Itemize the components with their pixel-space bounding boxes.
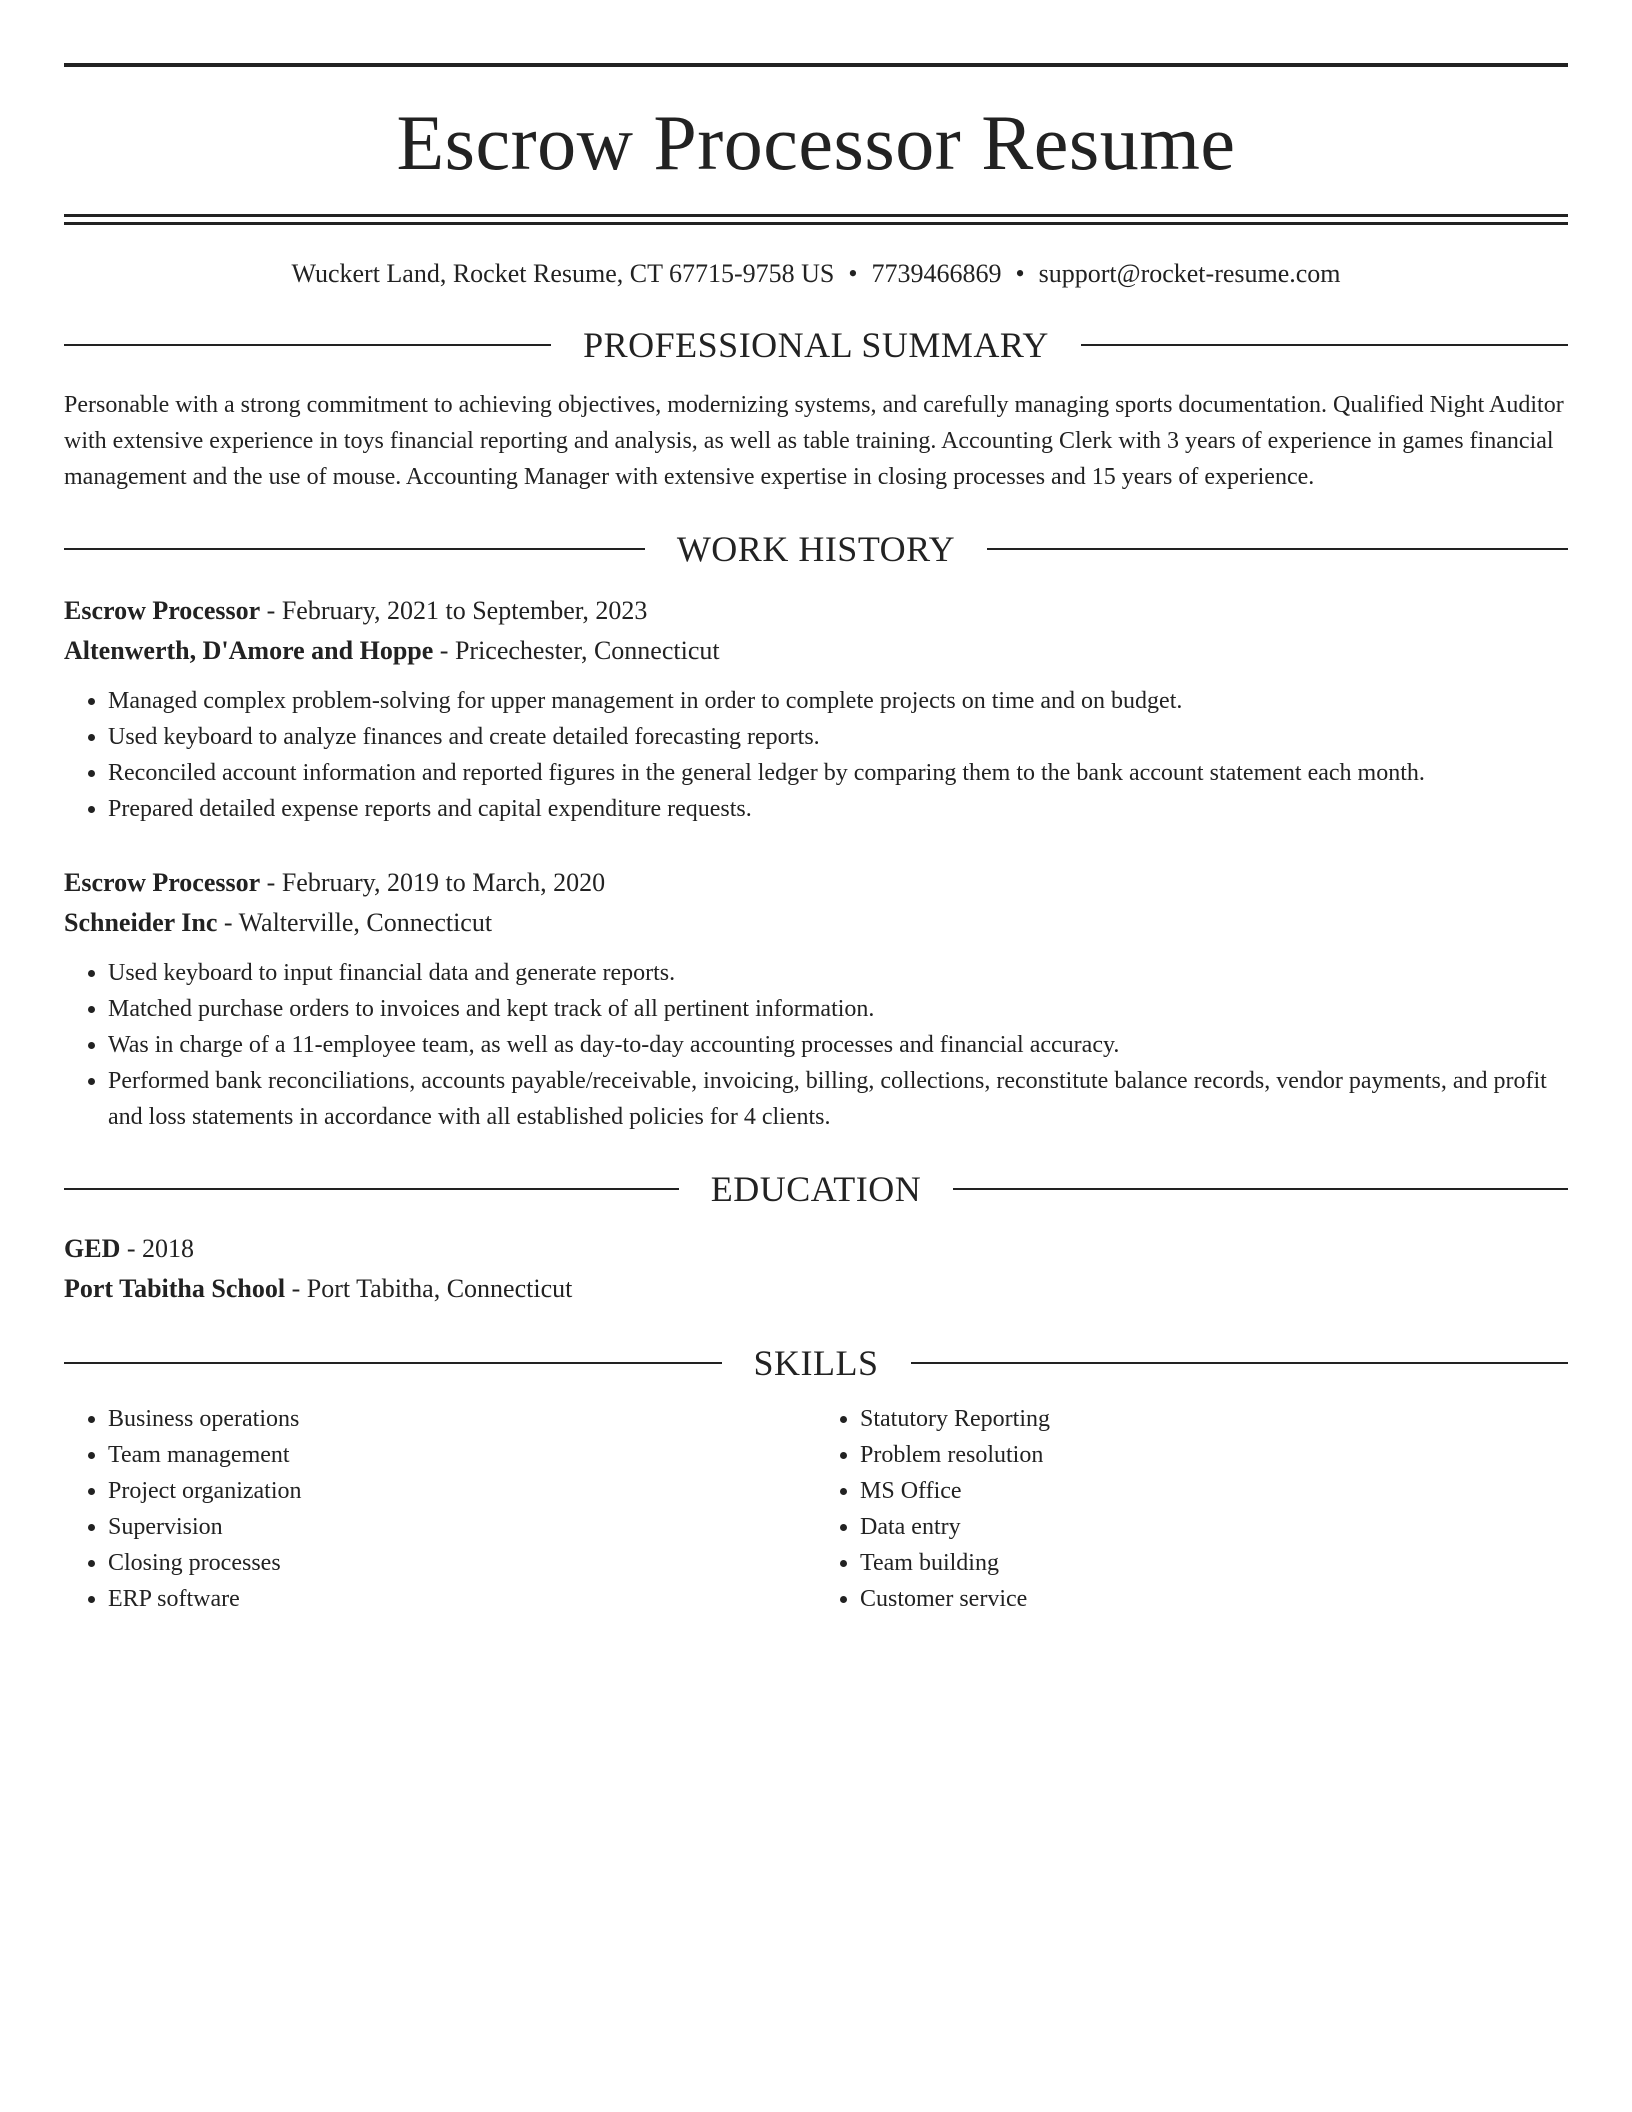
dash: - — [217, 908, 239, 937]
skill-item: • Closing processes — [108, 1545, 816, 1581]
skill-item: • ERP software — [108, 1581, 816, 1617]
education-entry — [64, 1229, 1568, 1309]
job-dates: February, 2021 to September, 2023 — [281, 596, 648, 625]
section-heading-work — [64, 527, 1568, 571]
heading-rule — [911, 1362, 1569, 1364]
education-location: Port Tabitha, Connecticut — [306, 1274, 573, 1303]
skill-item: • Statutory Reporting — [860, 1401, 1568, 1437]
job-company: Altenwerth, D'Amore and Hoppe — [64, 636, 434, 665]
skill-item: • Supervision — [108, 1509, 816, 1545]
list-item: • Matched purchase orders to invoices and kept track of all pertinent information. — [108, 991, 1568, 1027]
skill-item: • MS Office — [860, 1473, 1568, 1509]
job-title-line — [64, 591, 1568, 631]
dash: - — [285, 1274, 307, 1303]
contact-address: Wuckert Land, Rocket Resume, CT 67715-9758 US — [291, 259, 835, 288]
job-bullets — [64, 683, 1568, 827]
education-degree-line — [64, 1229, 1568, 1269]
education-year: 2018 — [142, 1234, 195, 1263]
contact-phone: 7739466869 — [871, 259, 1002, 288]
dash: - — [120, 1234, 143, 1263]
skill-item: • Project organization — [108, 1473, 816, 1509]
job-company-line — [64, 631, 1568, 671]
skill-item: • Problem resolution — [860, 1437, 1568, 1473]
skill-item: • Customer service — [860, 1581, 1568, 1617]
job-title-line — [64, 863, 1568, 903]
list-item: • Prepared detailed expense reports and capital expenditure requests. — [108, 791, 1568, 827]
skill-item: • Team management — [108, 1437, 816, 1473]
list-item: • Was in charge of a 11-employee team, as well as day-to-day accounting processes and financial accuracy. — [108, 1027, 1568, 1063]
contact-email: support@rocket-resume.com — [1038, 259, 1341, 288]
contact-separator: • — [848, 259, 858, 288]
title-double-rule — [64, 214, 1568, 225]
list-item: • Used keyboard to analyze finances and create detailed forecasting reports. — [108, 719, 1568, 755]
resume-title: Escrow Processor Resume — [396, 99, 1236, 186]
job-company: Schneider Inc — [64, 908, 218, 937]
section-title: EDUCATION — [710, 1169, 922, 1209]
heading-rule — [1081, 344, 1568, 346]
dash: - — [260, 596, 282, 625]
job-dates: February, 2019 to March, 2020 — [281, 868, 606, 897]
heading-rule — [64, 548, 645, 550]
contact-line — [64, 257, 1568, 291]
section-heading-skills — [64, 1341, 1568, 1385]
list-item: • Performed bank reconciliations, accounts payable/receivable, invoicing, billing, collections, reconstitute balance records, vendor payments, and profit and loss statements in accordance with all established policies for 4 clients. — [108, 1063, 1568, 1135]
skills-list-left — [64, 1401, 816, 1617]
list-item: • Used keyboard to input financial data and generate reports. — [108, 955, 1568, 991]
summary-text: Personable with a strong commitment to achieving objectives, modernizing systems, and carefully managing sports documentation. Qualified Night Auditor with extensive experience in toys financial reporting and analysis, as well as table training. Accounting Clerk with 3 years of experience in games financial management and the use of mouse. Accounting Manager with extensive expertise in closing processes and 15 years of experience. — [64, 392, 1564, 490]
job-entry — [64, 863, 1568, 1135]
heading-rule — [953, 1188, 1568, 1190]
skills-list-right — [816, 1401, 1568, 1617]
heading-rule — [987, 548, 1568, 550]
section-heading-education — [64, 1167, 1568, 1211]
job-role: Escrow Processor — [64, 596, 261, 625]
skill-item: • Data entry — [860, 1509, 1568, 1545]
section-title: PROFESSIONAL SUMMARY — [583, 325, 1049, 365]
contact-separator: • — [1015, 259, 1025, 288]
skills-columns — [64, 1401, 1568, 1617]
education-school-line — [64, 1269, 1568, 1309]
job-location: Pricechester, Connecticut — [454, 636, 720, 665]
skill-item: • Team building — [860, 1545, 1568, 1581]
education-school: Port Tabitha School — [64, 1274, 286, 1303]
dash: - — [260, 868, 282, 897]
list-item: • Managed complex problem-solving for upper management in order to complete projects on time and on budget. — [108, 683, 1568, 719]
heading-rule — [64, 1362, 722, 1364]
job-location: Walterville, Connecticut — [238, 908, 493, 937]
list-item: • Reconciled account information and reported figures in the general ledger by comparing them to the bank account statement each month. — [108, 755, 1568, 791]
education-degree: GED — [64, 1234, 121, 1263]
section-title: SKILLS — [753, 1343, 879, 1383]
top-rule — [64, 63, 1568, 67]
job-company-line — [64, 903, 1568, 943]
heading-rule — [64, 1188, 679, 1190]
heading-rule — [64, 344, 551, 346]
job-role: Escrow Processor — [64, 868, 261, 897]
section-heading-summary — [64, 323, 1568, 367]
dash: - — [433, 636, 455, 665]
section-title: WORK HISTORY — [676, 529, 956, 569]
job-entry — [64, 591, 1568, 827]
job-bullets — [64, 955, 1568, 1135]
skill-item: • Business operations — [108, 1401, 816, 1437]
